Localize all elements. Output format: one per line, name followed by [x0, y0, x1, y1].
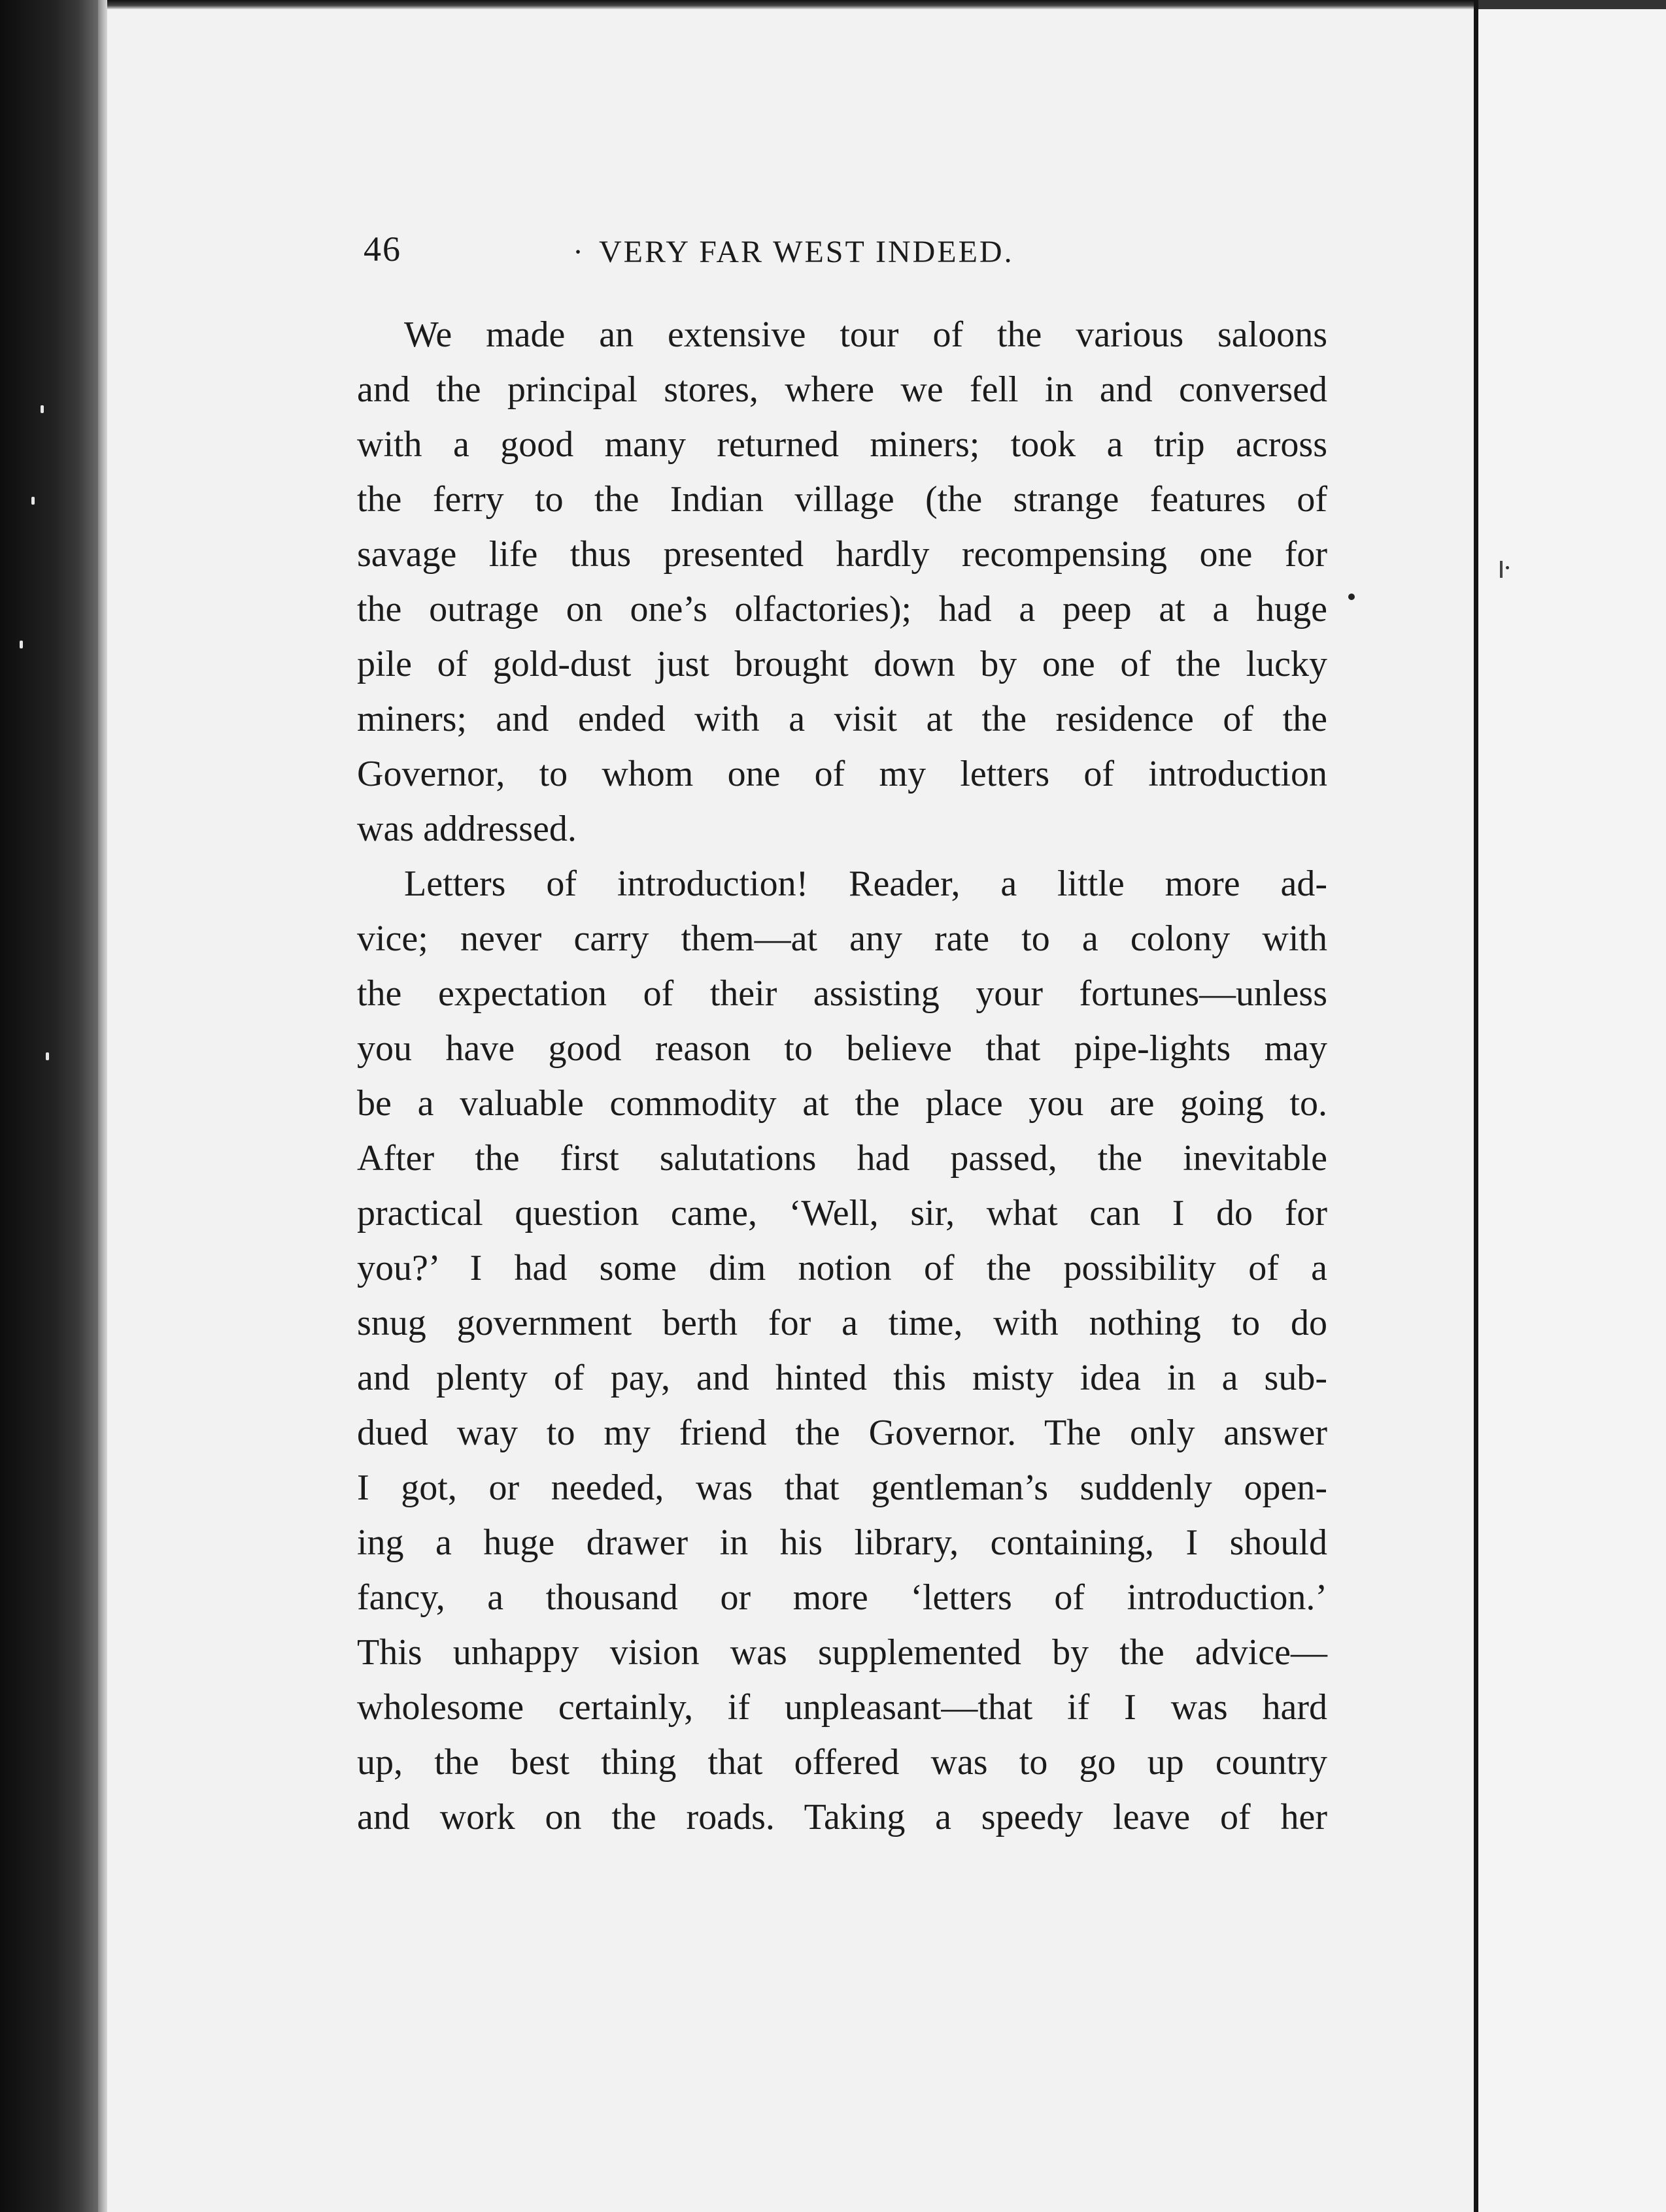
text-line: ing a huge drawer in his library, containing, I should: [357, 1522, 1327, 1563]
text-line: I got, or needed, was that gentleman’s suddenly open-: [357, 1467, 1327, 1508]
text-line: Letters of introduction! Reader, a little more ad-: [404, 863, 1327, 904]
text-line: After the first salutations had passed, the inevitable: [357, 1138, 1327, 1179]
facing-page-mark: [1500, 561, 1503, 578]
text-line: you?’ I had some dim notion of the possibility of a: [357, 1248, 1327, 1288]
binding-fleck: [46, 1052, 49, 1060]
text-line: and the principal stores, where we fell in and conversed: [357, 369, 1327, 410]
running-title: · VERY FAR WEST INDEED.: [599, 234, 1014, 270]
text-line: vice; never carry them—at any rate to a colony with: [357, 918, 1327, 959]
text-line: pile of gold-dust just brought down by one of the lucky: [357, 644, 1327, 684]
text-line: miners; and ended with a visit at the residence of the: [357, 699, 1327, 739]
text-line: you have good reason to believe that pipe-lights may: [357, 1028, 1327, 1069]
text-line: wholesome certainly, if unpleasant—that if I was hard: [357, 1687, 1327, 1728]
paragraph: [357, 856, 1327, 1845]
text-line: Governor, to whom one of my letters of introduction: [357, 754, 1327, 794]
facing-page-shadow: [1478, 0, 1666, 9]
book-binding: [0, 0, 98, 2212]
text-line: with a good many returned miners; took a trip across: [357, 424, 1327, 465]
text-line: the expectation of their assisting your fortunes—unless: [357, 973, 1327, 1014]
body-text: [357, 307, 1327, 1845]
text-line: We made an extensive tour of the various saloons: [404, 314, 1327, 355]
text-line: the outrage on one’s olfactories); had a peep at a huge: [357, 589, 1327, 629]
text-line: This unhappy vision was supplemented by the advice—: [357, 1632, 1327, 1673]
facing-page: [1478, 9, 1666, 2212]
text-line: dued way to my friend the Governor. The only answer: [357, 1413, 1327, 1453]
text-line: the ferry to the Indian village (the strange features of: [357, 479, 1327, 520]
text-line: fancy, a thousand or more ‘letters of introduction.’: [357, 1577, 1327, 1618]
text-line: snug government berth for a time, with nothing to do: [357, 1303, 1327, 1343]
page-gutter-line: [1474, 0, 1478, 2212]
page-number: 46: [364, 229, 401, 269]
text-line: and plenty of pay, and hinted this misty idea in a sub-: [357, 1358, 1327, 1398]
paragraph: [357, 307, 1327, 856]
text-line: savage life thus presented hardly recompensing one for: [357, 534, 1327, 575]
facing-page-dot: [1506, 566, 1509, 569]
text-line: up, the best thing that offered was to go up country: [357, 1742, 1327, 1783]
binding-fleck: [31, 497, 35, 505]
binding-fleck: [41, 405, 44, 413]
text-line: be a valuable commodity at the place you are going to.: [357, 1083, 1327, 1124]
scan-top-edge: [0, 0, 1666, 9]
text-line: was addressed.: [357, 809, 577, 849]
text-line: and work on the roads. Taking a speedy leave of her: [357, 1797, 1327, 1837]
ink-speck: [1348, 594, 1355, 600]
text-line: practical question came, ‘Well, sir, what can I do for: [357, 1193, 1327, 1233]
binding-fleck: [20, 641, 23, 648]
running-head: [364, 229, 1331, 275]
binding-edge: [98, 0, 107, 2212]
